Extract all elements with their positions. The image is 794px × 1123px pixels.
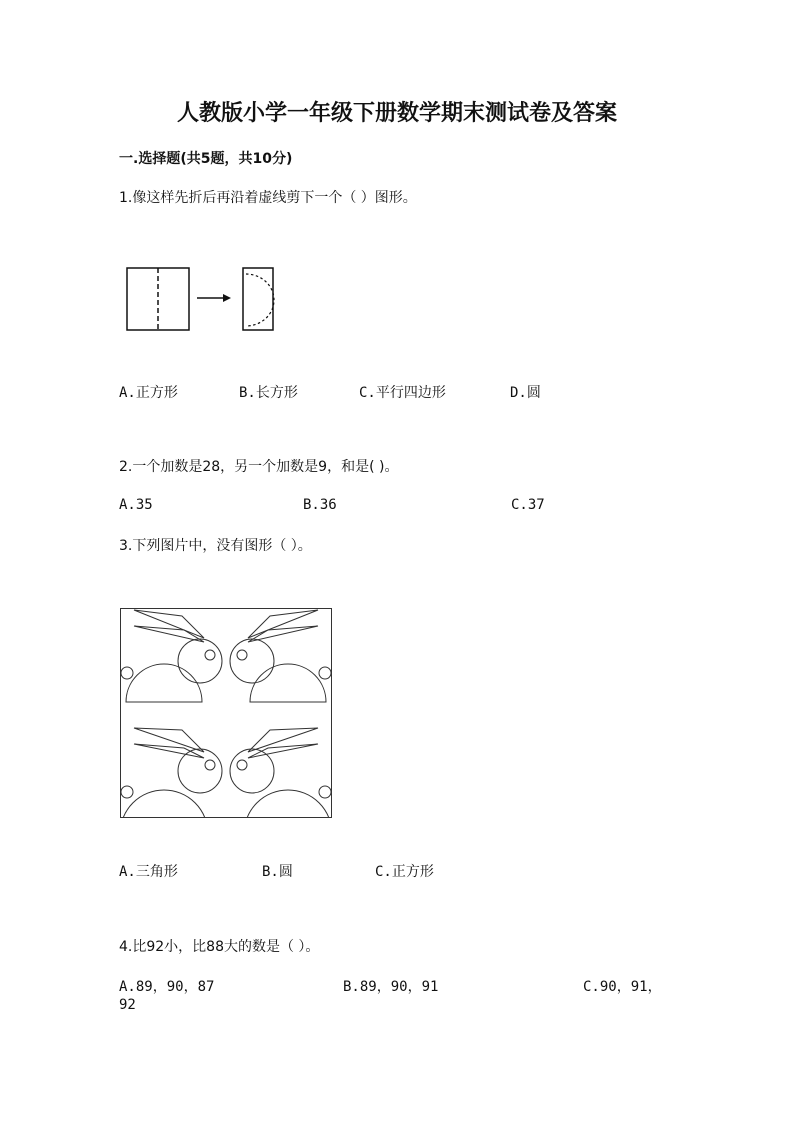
rabbit-body-semicircle (126, 664, 202, 702)
rabbit-head-circle (178, 639, 222, 683)
page-title: 人教版小学一年级下册数学期末测试卷及答案 (176, 100, 617, 126)
q2-option-a[interactable]: A.35 (119, 497, 153, 513)
rabbit-head-circle (230, 639, 274, 683)
section-heading: 一.选择题(共5题，共10分) (119, 151, 293, 167)
rabbit-eye-circle (205, 650, 215, 660)
fold-cut-figure (120, 262, 280, 338)
q1-option-d[interactable]: D.圆 (510, 385, 541, 401)
question-4-stem: 4.比92小，比88大的数是（ ）。 (119, 939, 320, 955)
rabbit-eye-circle (237, 650, 247, 660)
cut-arc (246, 274, 274, 326)
q4-option-a[interactable]: A.89，90，87 (119, 979, 215, 995)
rabbit-body-semicircle (250, 664, 326, 702)
q4-option-b[interactable]: B.89，90，91 (343, 979, 439, 995)
rabbit-tail-circle (121, 786, 133, 798)
q3-option-b[interactable]: B.圆 (262, 864, 293, 880)
question-3-stem: 3.下列图片中，没有图形（ ）。 (119, 538, 312, 554)
arrow-head (223, 294, 231, 302)
rabbit-tail-circle (319, 667, 331, 679)
q1-option-b[interactable]: B.长方形 (239, 385, 298, 401)
rabbits-picture (120, 608, 332, 818)
rabbit-row-bottom (120, 728, 332, 878)
question-2-stem: 2.一个加数是28，另一个加数是9，和是( )。 (119, 459, 399, 475)
q2-option-b[interactable]: B.36 (303, 497, 337, 513)
rabbit-ear-triangle (248, 728, 318, 752)
question-1-stem: 1.像这样先折后再沿着虚线剪下一个（ ）图形。 (119, 190, 417, 206)
q3-option-a[interactable]: A.三角形 (119, 864, 178, 880)
q1-option-a[interactable]: A.正方形 (119, 385, 178, 401)
rabbit-ear-triangle (134, 744, 204, 758)
half-paper-rect (243, 268, 273, 330)
rabbit-tail-circle (319, 786, 331, 798)
rabbit-ear-triangle (248, 744, 318, 758)
rabbit-eye-circle (205, 760, 215, 770)
rabbit-eye-circle (237, 760, 247, 770)
rabbit-ear-triangle (134, 728, 204, 752)
q1-option-c[interactable]: C.平行四边形 (359, 385, 446, 401)
q2-option-c[interactable]: C.37 (511, 497, 545, 513)
rabbit-row-top (121, 610, 331, 702)
picture-frame (121, 609, 332, 818)
rabbit-tail-circle (121, 667, 133, 679)
q3-option-c[interactable]: C.正方形 (375, 864, 434, 880)
q4-option-c[interactable]: C.90，91， (583, 979, 662, 995)
q4-option-c-continued: 92 (119, 997, 136, 1013)
